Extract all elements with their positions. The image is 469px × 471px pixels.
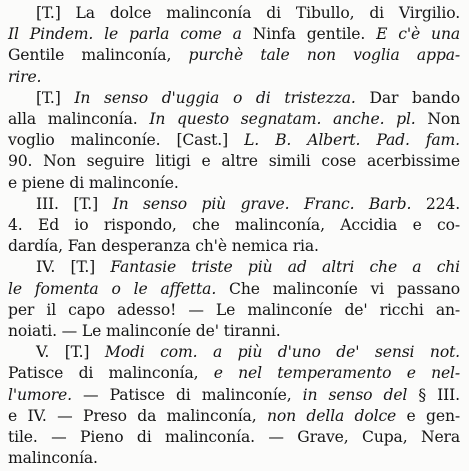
roman-text: dardía, Fan desperanza ch'è nemica ria. <box>8 237 319 256</box>
roman-text: 90. Non seguire litigi e altre simili cose acerbissime <box>8 152 460 171</box>
roman-text: per il capo adesso! — Le malinconíe de' ricchi an- <box>8 300 460 319</box>
entry-line <box>8 44 460 66</box>
italic-text: non della dolce <box>266 406 397 425</box>
entry-line <box>8 129 460 151</box>
roman-text: e piene di malinconíe. <box>8 173 179 192</box>
entry-line <box>8 278 460 300</box>
entry-line <box>8 235 319 257</box>
entry-line <box>8 214 460 236</box>
italic-text: in senso del <box>302 385 408 404</box>
entry-line <box>36 193 460 215</box>
entry-line <box>8 66 41 88</box>
roman-text: Gentile malinconía, <box>8 46 189 65</box>
italic-text: purchè tale non voglia appa- <box>188 46 460 65</box>
roman-text: [T.] La dolce malinconía di Tibullo, di Virgilio. <box>36 4 460 22</box>
entry-line <box>8 362 460 384</box>
roman-text: § III. <box>407 385 460 404</box>
entry-line <box>8 299 460 321</box>
italic-text: E c'è una <box>376 25 460 44</box>
entry-line <box>36 2 460 24</box>
entry-line <box>8 23 460 45</box>
entry-line <box>8 320 281 342</box>
roman-text: alla malinconía. <box>8 110 150 128</box>
roman-text: tile. — Pieno di malinconía. — Grave, Cupa, Nera <box>8 428 460 446</box>
roman-text: V. [T.] <box>36 343 105 362</box>
entry-line <box>8 172 179 194</box>
italic-text: Fantasie triste più ad altri che a chi <box>110 258 461 277</box>
entry-line <box>8 108 460 130</box>
entry-line <box>36 341 460 363</box>
roman-text: noiati. — Le malinconíe de' tiranni. <box>8 322 281 340</box>
roman-text: III. [T.] <box>36 194 113 213</box>
italic-text: Il Pindem. le parla come a <box>8 25 242 44</box>
entry-line <box>36 256 460 278</box>
roman-text: Non <box>415 110 460 128</box>
roman-text: Ninfa gentile. <box>241 25 377 44</box>
italic-text: l'umore. <box>8 385 72 404</box>
roman-text: [T.] <box>36 88 75 107</box>
italic-text: In senso d'uggia o di tristezza. <box>74 88 356 107</box>
italic-text: In senso più grave. Franc. Barb. <box>112 194 412 213</box>
roman-text: e gen- <box>396 406 460 425</box>
entry-line <box>8 405 460 427</box>
italic-text: le fomenta o le affetta. <box>8 279 217 298</box>
roman-text: voglio malinconíe. [Cast.] <box>8 131 245 150</box>
roman-text: malinconía. <box>8 449 98 468</box>
roman-text: 224. <box>411 194 460 213</box>
italic-text: Modi com. a più d'uno de' sensi not. <box>104 343 460 362</box>
entry-line <box>8 447 98 469</box>
roman-text: Che malinconíe vi passano <box>216 279 461 298</box>
roman-text: — Patisce di malinconíe, <box>71 385 303 404</box>
roman-text: Dar bando <box>355 88 460 107</box>
italic-text: In questo segnatam. anche. pl. <box>149 110 416 128</box>
roman-text: e IV. — Preso da malinconía, <box>8 406 267 425</box>
italic-text: L. B. Albert. Pad. fam. <box>244 131 460 150</box>
roman-text: 4. Ed io rispondo, che malinconía, Accidia e co- <box>8 216 460 234</box>
italic-text: e nel temperamento e nel- <box>213 364 461 383</box>
entry-line <box>8 384 460 406</box>
entry-line <box>8 150 460 172</box>
entry-line <box>36 87 460 109</box>
roman-text: IV. [T.] <box>36 258 111 277</box>
roman-text: Patisce di malinconía, <box>8 364 214 383</box>
entry-line <box>8 426 460 448</box>
italic-text: rire. <box>8 67 42 86</box>
